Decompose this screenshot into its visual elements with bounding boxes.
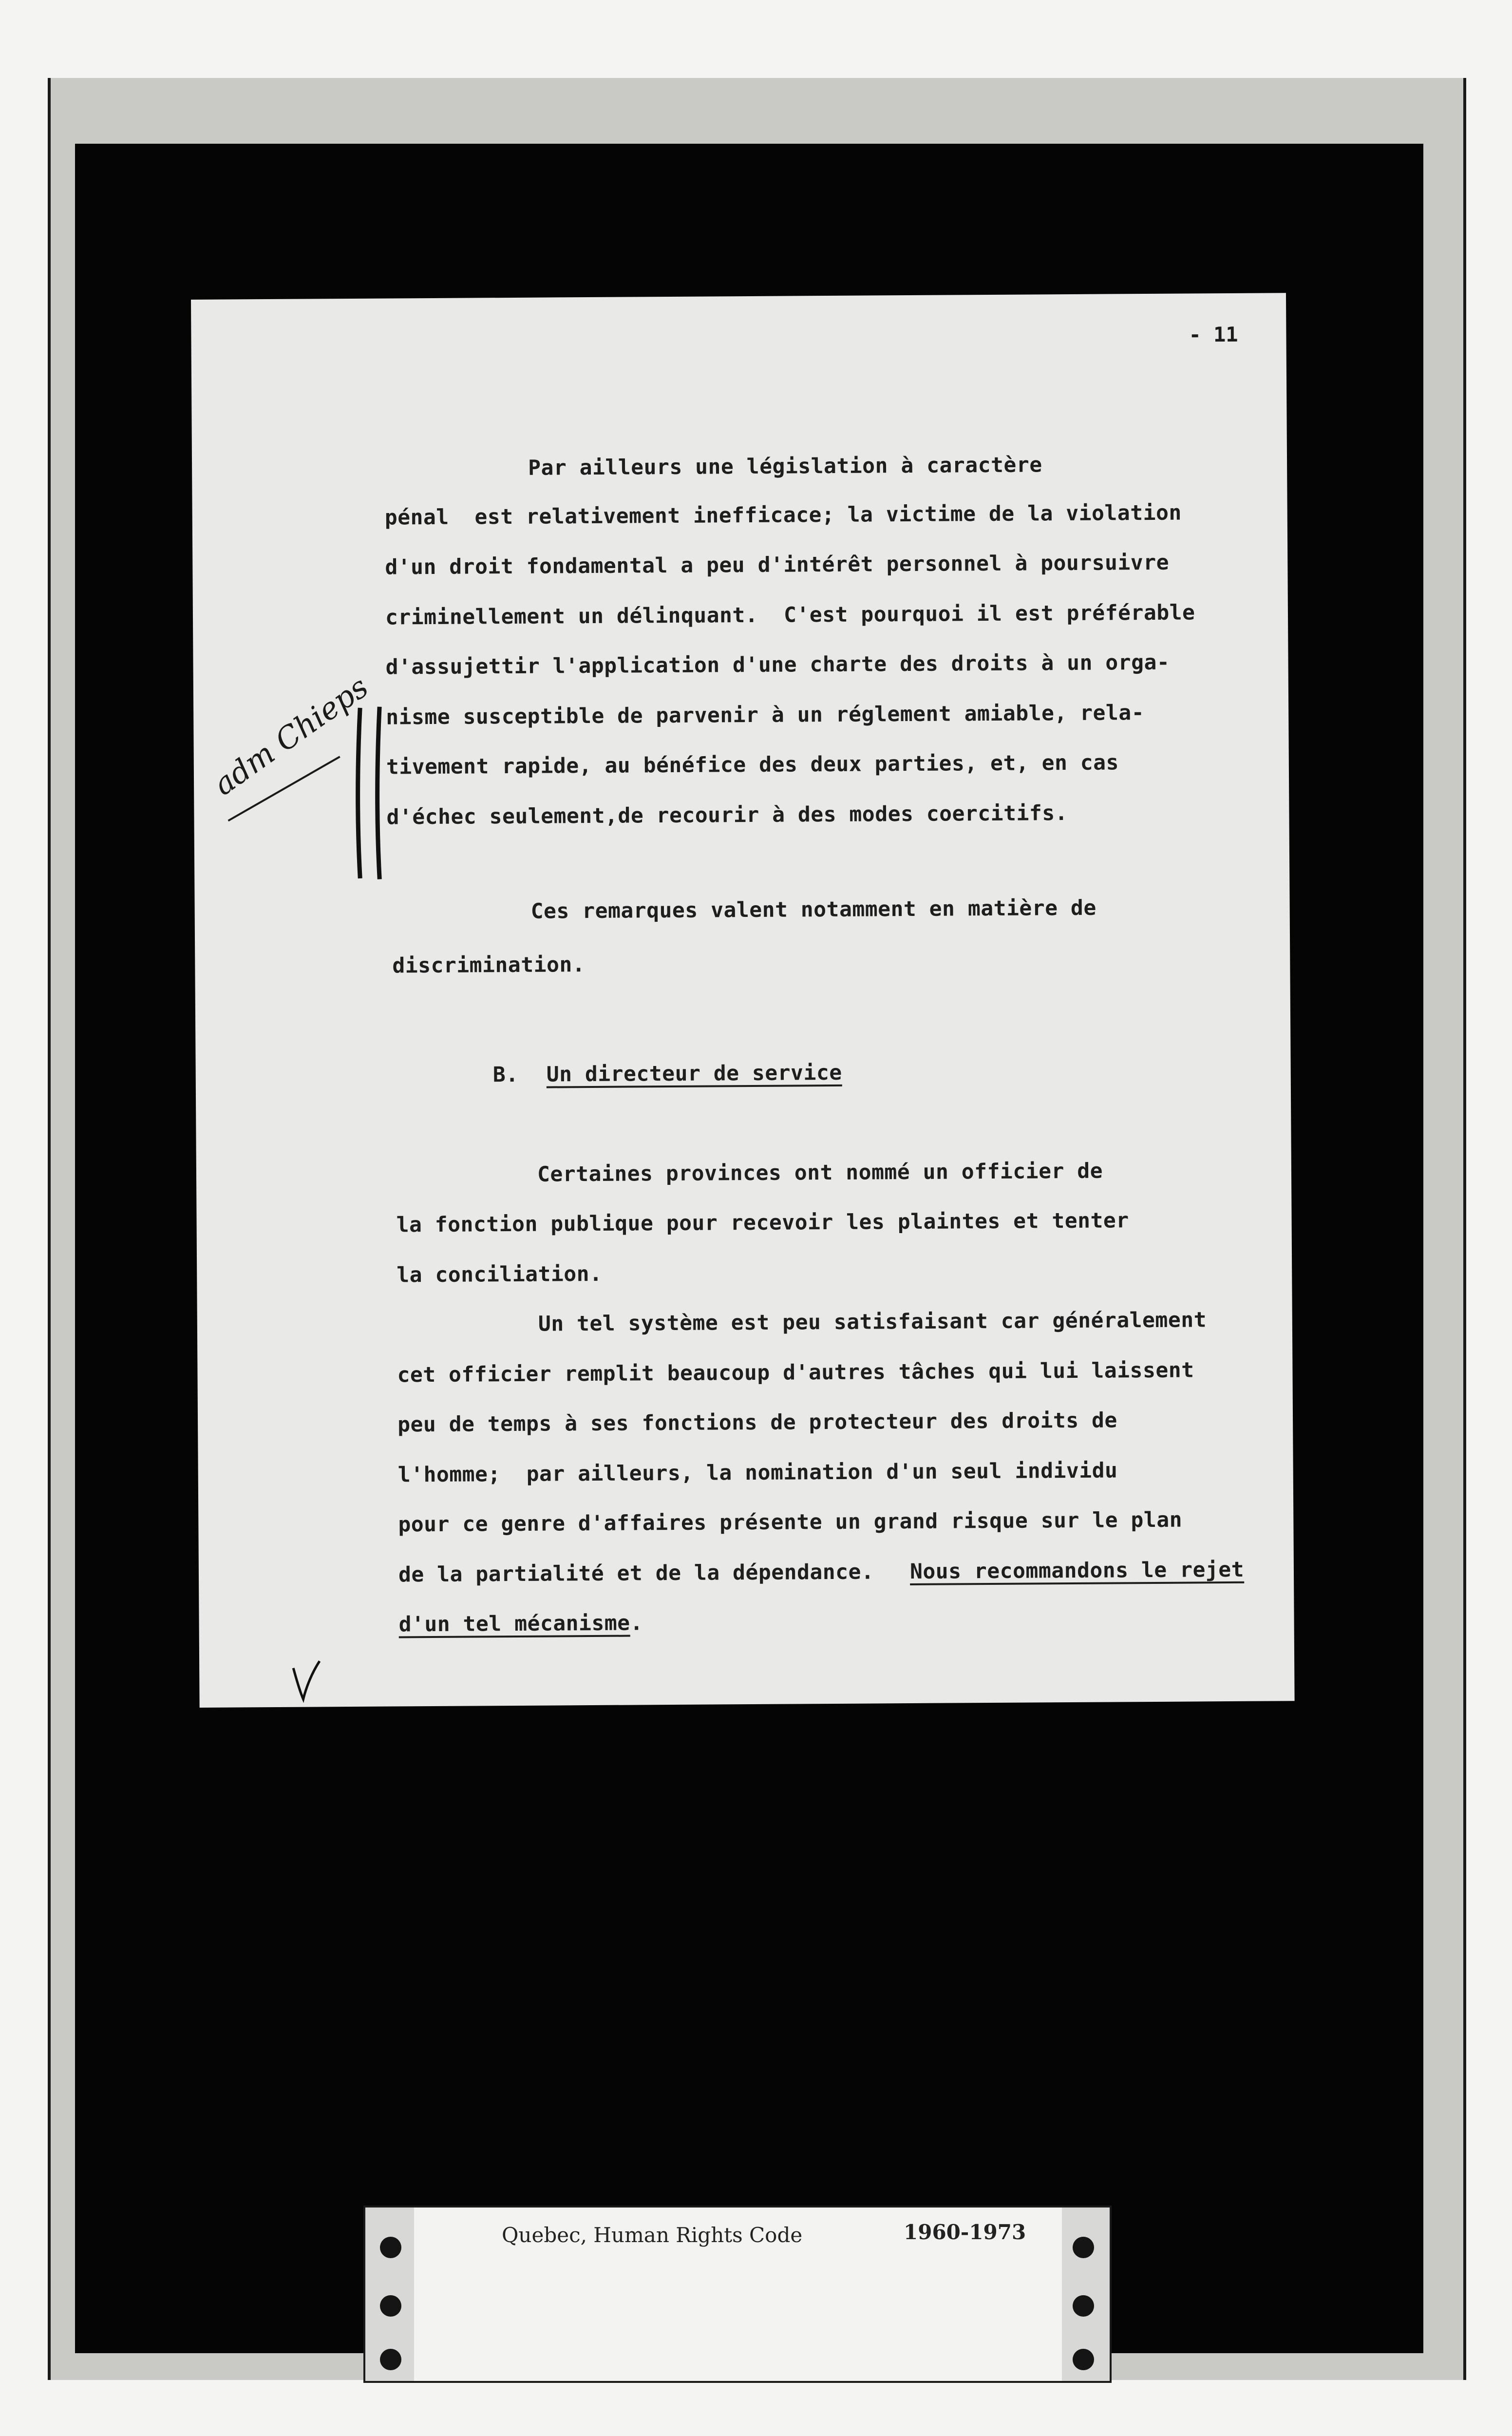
text-line-3: d'un droit fondamental a peu d'intérêt personnel à poursuivre (385, 550, 1170, 580)
text-line-17: l'homme; par ailleurs, la nomination d'un seul individu (397, 1458, 1118, 1487)
punch-hole (1073, 2295, 1094, 2317)
punch-hole (380, 2295, 401, 2317)
handwritten-check-mark (289, 1658, 324, 1702)
handwritten-margin-note (207, 668, 375, 831)
label-title: Quebec, Human Rights Code (502, 2223, 803, 2247)
section-letter: B. (492, 1062, 519, 1087)
text-line-10: discrimination. (392, 952, 586, 978)
recommendation-part-1: Nous recommandons le rejet (909, 1557, 1245, 1584)
text-line-19: de la partialité et de la dépendance. (398, 1560, 874, 1587)
page-number: - 11 (1189, 322, 1238, 347)
text-line-18: pour ce genre d'affaires présente un grand risque sur le plan (398, 1507, 1183, 1537)
punch-hole (1073, 2349, 1094, 2370)
label-paper (414, 2208, 1062, 2381)
text-line-6: nisme susceptible de parvenir à un réglement amiable, rela- (386, 701, 1145, 730)
document-page (191, 293, 1295, 1708)
svg-text:adm Chieps: adm Chieps (207, 668, 375, 802)
text-line-14: Un tel système est peu satisfaisant car généralement (538, 1308, 1207, 1336)
recommendation-part-2: d'un tel mécanisme (398, 1611, 630, 1637)
text-line-13: la conciliation. (397, 1261, 603, 1288)
text-line-11: Certaines provinces ont nommé un officier de (537, 1159, 1103, 1187)
punch-hole (1073, 2237, 1094, 2258)
archive-label-card (363, 2206, 1112, 2383)
text-line-15: cet officier remplit beaucoup d'autres tâches qui lui laissent (397, 1358, 1194, 1388)
text-line-5: d'assujettir l'application d'une charte des droits à un orga- (385, 650, 1170, 680)
section-heading: Un directeur de service (546, 1060, 842, 1087)
punch-hole (380, 2349, 401, 2370)
text-line-2: pénal est relativement inefficace; la victime de la violation (384, 500, 1182, 530)
text-line-1: Par ailleurs une législation à caractère (528, 453, 1042, 480)
text-line-4: criminellement un délinquant. C'est pourquoi il est préférable (385, 600, 1195, 630)
recommendation-period: . (630, 1611, 643, 1636)
label-years: 1960-1973 (904, 2220, 1026, 2244)
text-line-9: Ces remarques valent notamment en matière de (530, 895, 1096, 924)
margin-double-line-mark (344, 703, 404, 883)
text-line-12: la fonction publique pour recevoir les plaintes et tenter (396, 1208, 1129, 1237)
punch-hole (380, 2237, 401, 2258)
text-line-16: peu de temps à ses fonctions de protecteur des droits de (397, 1408, 1117, 1437)
text-line-8: d'échec seulement,de recourir à des modes coercitifs. (386, 801, 1068, 830)
text-line-7: tivement rapide, au bénéfice des deux parties, et, en cas (386, 750, 1119, 780)
